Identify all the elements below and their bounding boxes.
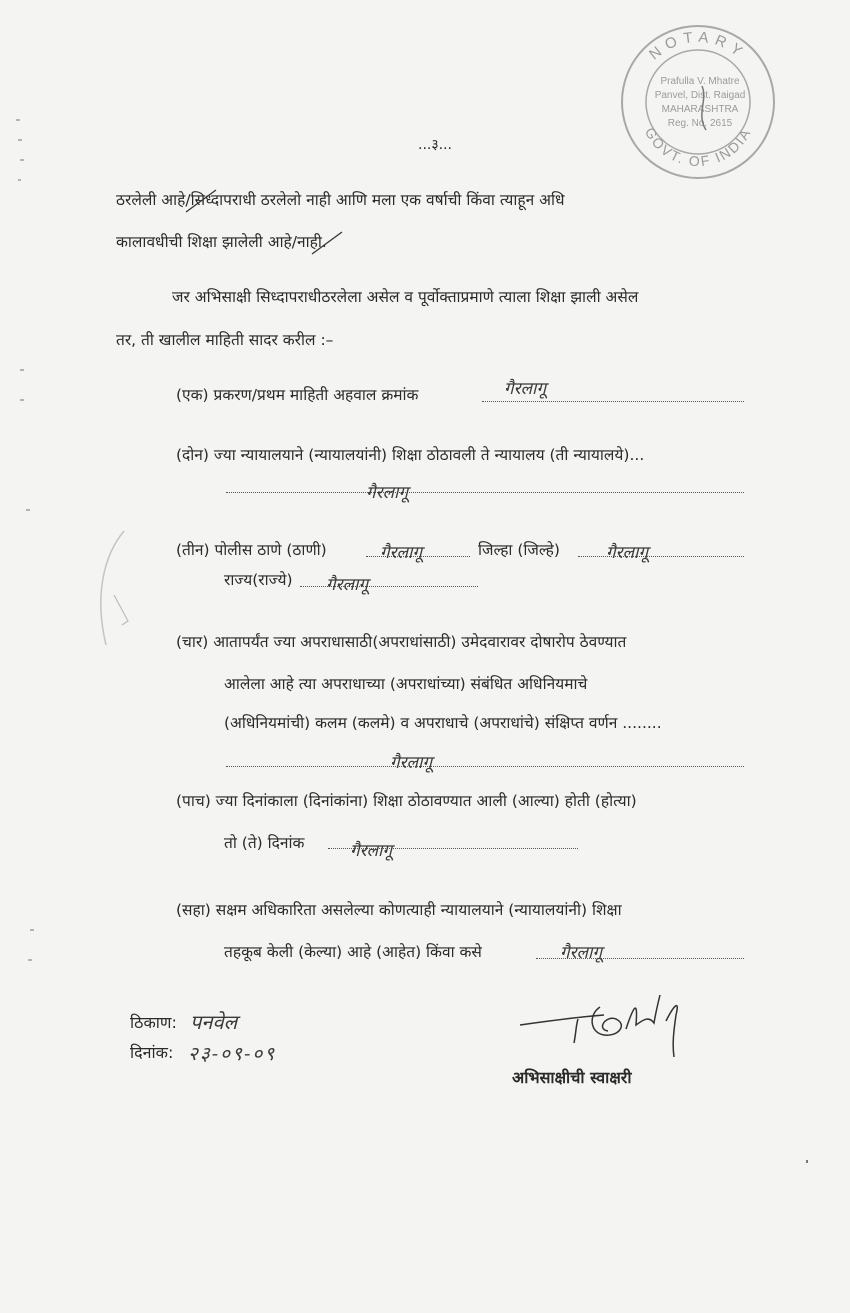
intro-line-1: ठरलेली आहे/सिध्दापराधी ठरलेलो नाही आणि मला एक वर्षाची किंवा त्याहून अधि (116, 191, 565, 209)
stamp-state: MAHARASHTRA (661, 104, 739, 115)
item-teen-state-label: राज्य(राज्ये) (224, 571, 293, 589)
item-char-line-2: आलेला आहे त्या अपराधाच्या (अपराधांच्या) संबंधित अधिनियमाचे (224, 675, 588, 693)
strike-mark (308, 228, 348, 258)
stamp-reg: Reg. No. 2615 (667, 118, 733, 129)
margin-marks (6, 110, 36, 990)
fill-line (226, 766, 744, 767)
signature-scribble (508, 985, 708, 1065)
para-line-1: जर अभिसाक्षी सिध्दापराधीठरलेला असेल व पूर्वोक्ताप्रमाणे त्याला शिक्षा झाली असेल (172, 288, 639, 306)
date-label: दिनांक: (130, 1043, 174, 1062)
item-saha-fill: गैरलागू (560, 943, 603, 963)
signature-label: अभिसाक्षीची स्वाक्षरी (512, 1068, 632, 1087)
stamp-top-text: NOTARY (646, 28, 750, 64)
place-value: पनवेल (190, 1010, 238, 1034)
item-teen-state-fill: गैरलागू (326, 575, 369, 595)
item-teen-district-label: जिल्हा (जिल्हे) (478, 541, 560, 559)
notary-stamp (618, 22, 778, 182)
scan-speck (806, 1160, 808, 1163)
item-char-fill: गैरलागू (390, 753, 433, 773)
page-number: ...३... (418, 137, 452, 153)
intro-line-2: कालावधीची शिक्षा झालेली आहे/नाही. (116, 233, 327, 251)
item-teen-label: (तीन) पोलीस ठाणे (ठाणी) (176, 541, 327, 559)
item-pach-line-2: तो (ते) दिनांक (224, 834, 305, 852)
fill-line (226, 492, 744, 493)
fill-line (578, 556, 744, 557)
edge-stamp-fragment (84, 525, 144, 675)
strike-mark (182, 186, 222, 216)
stamp-bottom-text: GOVT. OF INDIA (641, 124, 755, 170)
item-pach-fill: गैरलागू (350, 841, 393, 861)
item-char-line-3: (अधिनियमांची) कलम (कलमे) व अपराधाचे (अपराधांचे) संक्षिप्त वर्णन ........ (224, 714, 662, 732)
item-ek-fill: गैरलागू (504, 379, 547, 399)
item-don-label: (दोन) ज्या न्यायालयाने (न्यायालयांनी) शिक्षा ठोठावली ते न्यायालय (ती न्यायालये)... (176, 446, 645, 464)
item-teen-police-fill: गैरलागू (380, 543, 423, 563)
stamp-name: Prafulla V. Mhatre (660, 76, 740, 87)
item-char-line-1: (चार) आतापर्यंत ज्या अपराधासाठी(अपराधांसाठी) उमेदवारावर दोषारोप ठेवण्यात (176, 633, 627, 651)
para-line-2: तर, ती खालील माहिती सादर करील :– (116, 331, 334, 349)
item-saha-line-2: तहकूब केली (केल्या) आहे (आहेत) किंवा कसे (224, 943, 482, 961)
item-don-fill: गैरलागू (366, 483, 409, 503)
stamp-place: Panvel, Dist. Raigad (654, 90, 746, 101)
date-value: २३-०९-०९ (188, 1043, 277, 1065)
item-saha-line-1: (सहा) सक्षम अधिकारिता असलेल्या कोणत्याही न्यायालयाने (न्यायालयांनी) शिक्षा (176, 901, 622, 919)
item-teen-district-fill: गैरलागू (606, 543, 649, 563)
item-pach-line-1: (पाच) ज्या दिनांकाला (दिनांकांना) शिक्षा ठोठावण्यात आली (आल्या) होती (होत्या) (176, 792, 637, 810)
fill-line (482, 401, 744, 402)
place-label: ठिकाण: (130, 1013, 177, 1032)
item-ek-label: (एक) प्रकरण/प्रथम माहिती अहवाल क्रमांक (176, 386, 419, 404)
